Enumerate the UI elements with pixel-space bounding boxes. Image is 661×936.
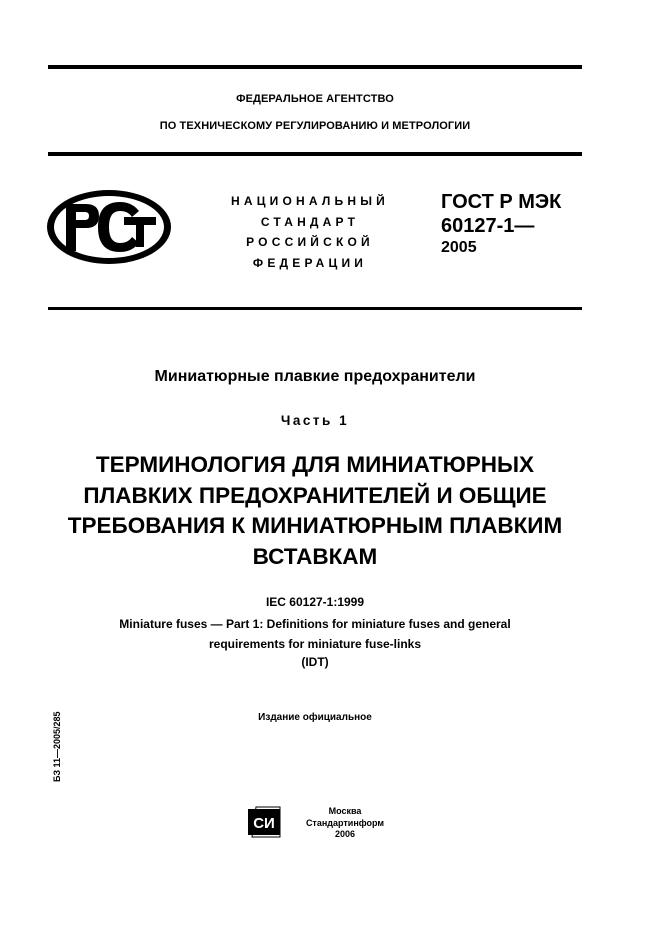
equivalence-label: (IDT) bbox=[301, 655, 329, 669]
title-line: ТРЕБОВАНИЯ К МИНИАТЮРНЫМ ПЛАВКИМ bbox=[67, 513, 563, 538]
part-label: Часть 1 bbox=[280, 413, 350, 428]
title-line: ВСТАВКАМ bbox=[252, 543, 378, 569]
side-code: БЗ 11—2005/285 bbox=[52, 711, 62, 782]
title-line: ТЕРМИНОЛОГИЯ ДЛЯ МИНИАТЮРНЫХ bbox=[95, 452, 535, 477]
iec-title bbox=[48, 614, 582, 654]
logo-rule bbox=[48, 307, 582, 310]
publisher-name: Стандартинформ bbox=[305, 817, 385, 828]
designation-year: 2005 bbox=[441, 239, 477, 256]
publisher-info bbox=[300, 806, 390, 841]
standard-label-line: НАЦИОНАЛЬНЫЙ bbox=[230, 194, 390, 208]
header-rule bbox=[48, 152, 582, 156]
document-subject: Миниатюрные плавкие предохранители bbox=[154, 368, 476, 385]
publisher-logo-text: СИ bbox=[253, 815, 275, 832]
rst-emblem-icon bbox=[44, 187, 174, 267]
title-line: ПЛАВКИХ ПРЕДОХРАНИТЕЛЕЙ И ОБЩИЕ bbox=[83, 482, 547, 508]
standard-designation bbox=[441, 190, 561, 258]
agency-line-2: ПО ТЕХНИЧЕСКОМУ РЕГУЛИРОВАНИЮ И МЕТРОЛОГИИ bbox=[159, 120, 471, 132]
iec-code: IEC 60127-1:1999 bbox=[265, 595, 365, 609]
standard-label-line: СТАНДАРТ bbox=[260, 214, 360, 229]
iec-title-line: Miniature fuses — Part 1: Definitions for miniature fuses and general bbox=[119, 617, 511, 631]
document-title bbox=[40, 450, 590, 572]
designation-line-2: 60127-1— bbox=[441, 215, 535, 237]
agency-line-1: ФЕДЕРАЛЬНОЕ АГЕНТСТВО bbox=[236, 93, 394, 105]
iec-title-line: requirements for miniature fuse-links bbox=[208, 637, 422, 651]
top-rule bbox=[48, 65, 582, 69]
publisher-year: 2006 bbox=[334, 829, 356, 839]
edition-label: Издание официальное bbox=[258, 712, 372, 723]
standard-label-line: РОССИЙСКОЙ bbox=[246, 235, 374, 249]
designation-line-1: ГОСТ Р МЭК bbox=[441, 191, 562, 213]
standard-label bbox=[214, 191, 406, 273]
publisher-city: Москва bbox=[328, 806, 362, 816]
standartinform-logo-icon bbox=[246, 805, 282, 839]
standard-label-line: ФЕДЕРАЦИИ bbox=[252, 255, 368, 270]
